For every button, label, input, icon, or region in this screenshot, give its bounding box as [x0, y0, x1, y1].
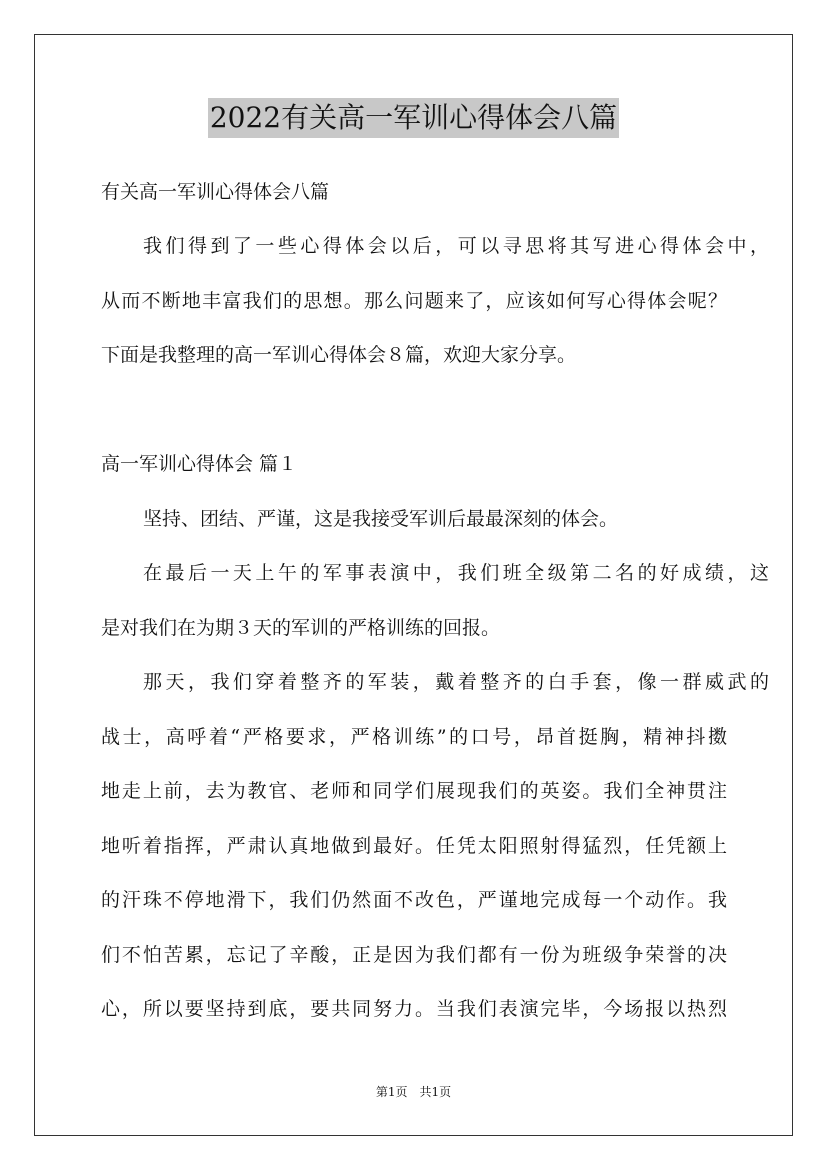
body-line-9: 们不怕苦累，忘记了辛酸，正是因为我们都有一份为班级争荣誉的决	[101, 944, 727, 966]
intro-line-3: 下面是我整理的高一军训心得体会８篇，欢迎大家分享。	[101, 344, 577, 366]
intro-line-2: 从而不断地丰富我们的思想。那么问题来了，应该如何写心得体会呢？	[101, 290, 727, 312]
section-heading: 高一军训心得体会 篇１	[101, 453, 298, 475]
page-number-footer: 第1页 共1页	[375, 1085, 452, 1099]
body-line-3: 是对我们在为期３天的军训的严格训练的回报。	[101, 617, 501, 639]
title-container	[0, 98, 827, 138]
body-line-8: 的汗珠不停地滑下，我们仍然面不改色，严谨地完成每一个动作。我	[101, 889, 727, 911]
intro-line-1: 我们得到了一些心得体会以后，可以寻思将其写进心得体会中，	[143, 235, 769, 257]
body-line-5: 战士，高呼着“严格要求，严格训练”的口号，昂首挺胸，精神抖擞	[101, 726, 727, 748]
body-line-1: 坚持、团结、严谨，这是我接受军训后最最深刻的体会。	[143, 508, 619, 530]
body-line-4: 那天，我们穿着整齐的军装，戴着整齐的白手套，像一群威武的	[143, 671, 769, 693]
body-line-2: 在最后一天上午的军事表演中，我们班全级第二名的好成绩，这	[143, 562, 769, 584]
document-subtitle: 有关高一军训心得体会八篇	[101, 181, 330, 203]
body-line-10: 心，所以要坚持到底，要共同努力。当我们表演完毕，今场报以热烈	[101, 998, 727, 1020]
body-line-6: 地走上前，去为教官、老师和同学们展现我们的英姿。我们全神贯注	[101, 780, 727, 802]
document-title: 2022有关高一军训心得体会八篇	[208, 98, 619, 138]
body-line-7: 地听着指挥，严肃认真地做到最好。任凭太阳照射得猛烈，任凭额上	[101, 835, 727, 857]
